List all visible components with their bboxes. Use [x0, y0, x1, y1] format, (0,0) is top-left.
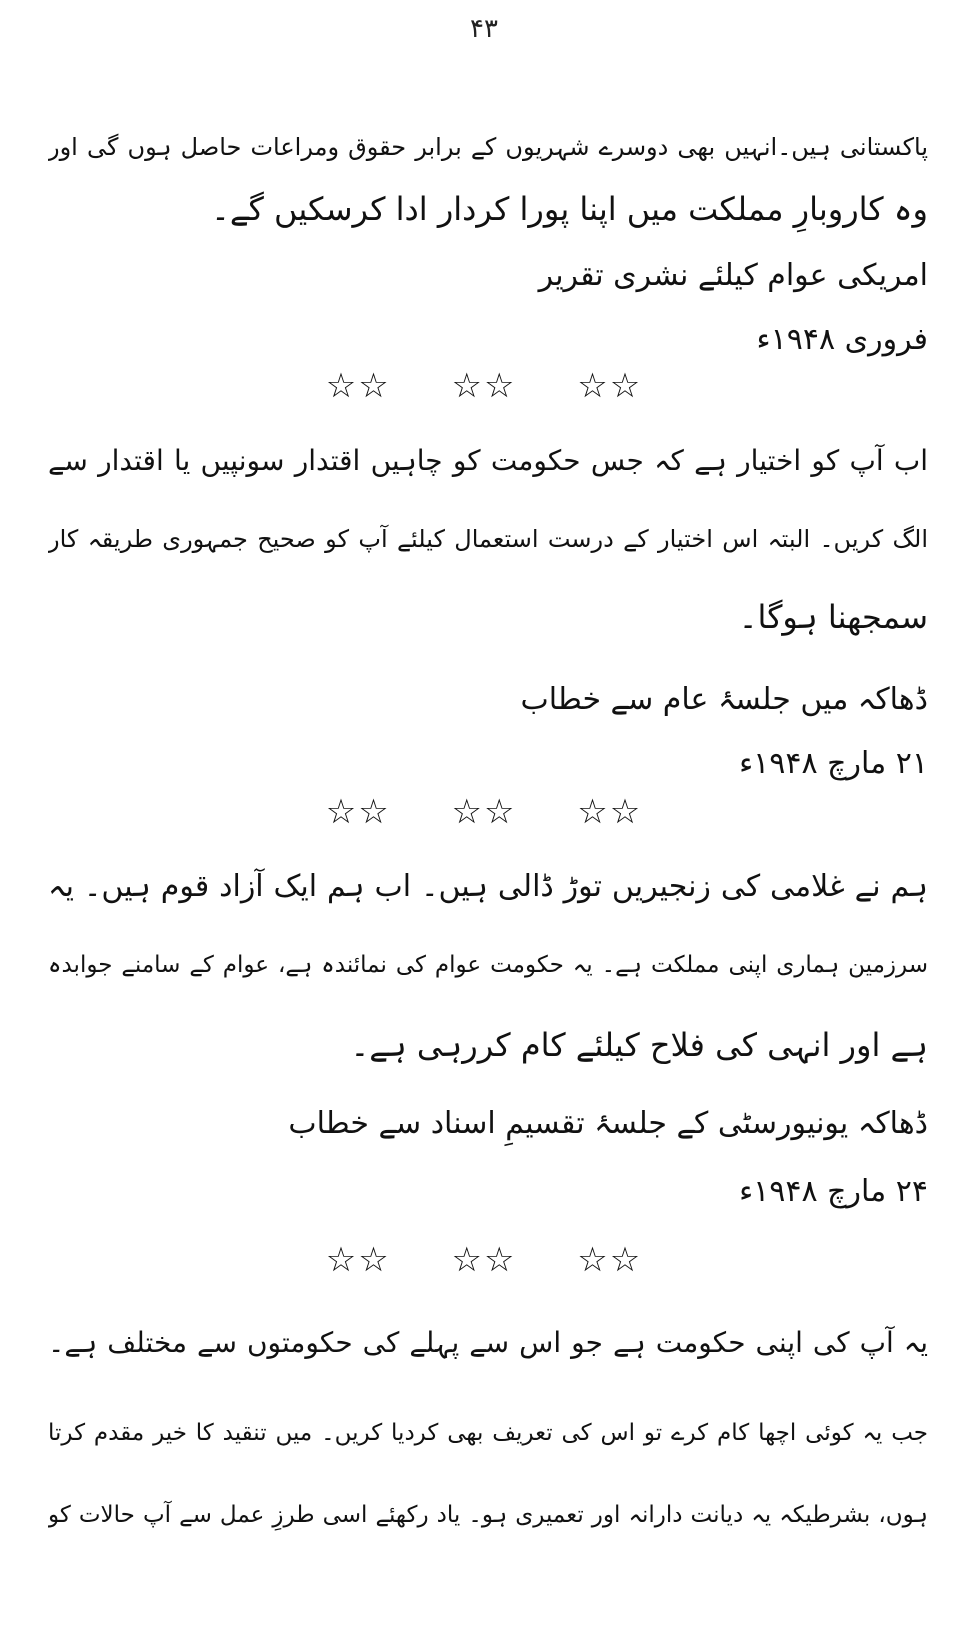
paragraph-line: ہے اور انہی کی فلاح کیلئے کام کررہی ہے۔	[350, 1026, 928, 1064]
paragraph-line: سمجھنا ہوگا۔	[738, 598, 928, 636]
star-icon: ☆☆	[451, 366, 517, 406]
star-divider	[0, 366, 968, 406]
speech-date: فروری ۱۹۴۸ء	[756, 322, 928, 357]
star-icon: ☆☆	[451, 792, 517, 832]
paragraph-line: اب آپ کو اختیار ہے کہ جس حکومت کو چاہیں اقتدار سونپیں یا اقتدار سے	[48, 444, 928, 477]
paragraph-line: سرزمین ہماری اپنی مملکت ہے۔ یہ حکومت عوام کی نمائندہ ہے، عوام کے سامنے جوابدہ	[48, 952, 928, 978]
speech-date: ۲۴ مارچ ۱۹۴۸ء	[739, 1174, 928, 1209]
star-icon: ☆☆	[577, 792, 643, 832]
star-divider	[0, 1240, 968, 1280]
paragraph-line: ہوں، بشرطیکہ یہ دیانت دارانہ اور تعمیری ہو۔ یاد رکھئے اسی طرزِ عمل سے آپ حالات کو	[48, 1502, 928, 1528]
speech-caption: امریکی عوام کیلئے نشری تقریر	[538, 258, 928, 293]
star-icon: ☆☆	[577, 1240, 643, 1280]
paragraph-line: ہم نے غلامی کی زنجیریں توڑ ڈالی ہیں۔ اب ہم ایک آزاد قوم ہیں۔ یہ	[48, 869, 928, 904]
star-icon: ☆☆	[451, 1240, 517, 1280]
paragraph-line: وہ کاروبارِ مملکت میں اپنا پورا کردار ادا کرسکیں گے۔	[211, 190, 928, 228]
speech-caption: ڈھاکہ میں جلسۂ عام سے خطاب	[520, 682, 928, 717]
speech-caption: ڈھاکہ یونیورسٹی کے جلسۂ تقسیمِ اسناد سے خطاب	[288, 1106, 928, 1141]
star-icon: ☆☆	[325, 792, 391, 832]
star-icon: ☆☆	[325, 366, 391, 406]
paragraph-line: پاکستانی ہیں۔انہیں بھی دوسرے شہریوں کے برابر حقوق ومراعات حاصل ہوں گی اور	[48, 133, 928, 161]
star-divider	[0, 792, 968, 832]
page-number: ۴۳	[470, 14, 498, 44]
paragraph-line: جب یہ کوئی اچھا کام کرے تو اس کی تعریف بھی کردیا کریں۔ میں تنقید کا خیر مقدم کرتا	[48, 1420, 928, 1446]
paragraph-line: الگ کریں۔ البتہ اس اختیار کے درست استعمال کیلئے آپ کو صحیح جمہوری طریقہ کار	[48, 525, 928, 553]
paragraph-line: یہ آپ کی اپنی حکومت ہے جو اس سے پہلے کی حکومتوں سے مختلف ہے۔	[48, 1326, 928, 1359]
star-icon: ☆☆	[325, 1240, 391, 1280]
speech-date: ۲۱ مارچ ۱۹۴۸ء	[739, 746, 928, 781]
star-icon: ☆☆	[577, 366, 643, 406]
